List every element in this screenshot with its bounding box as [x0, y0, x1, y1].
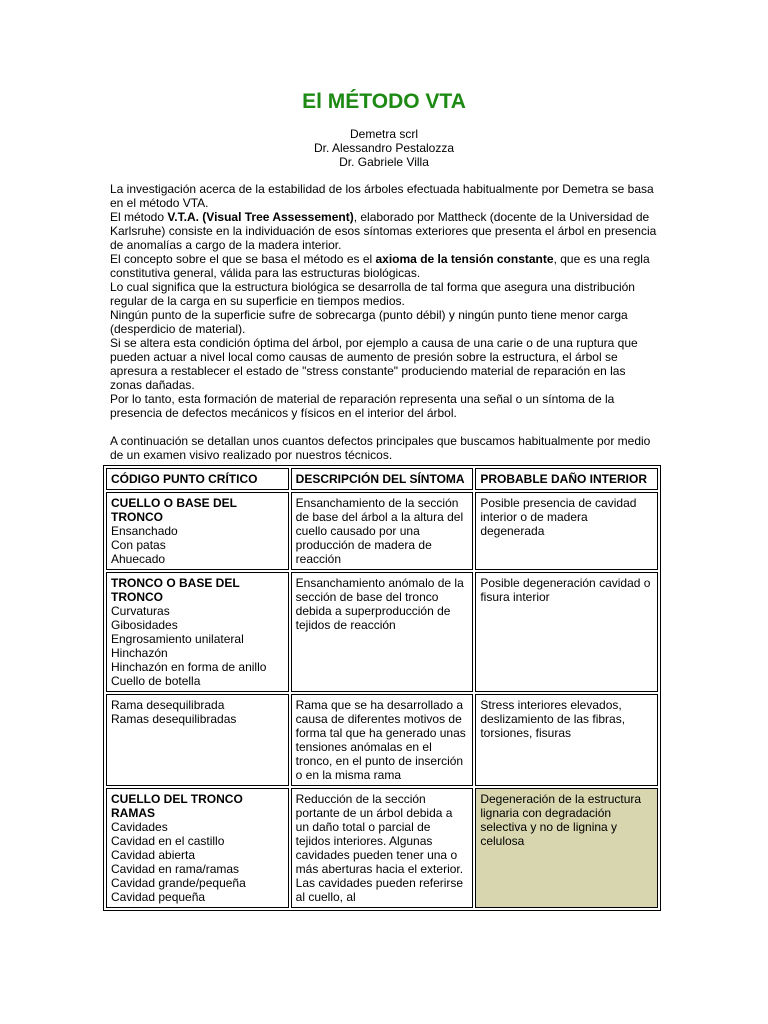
description-cell: Ensanchamiento anómalo de la sección de base del tronco debida a superproducción de tejidos de reacción — [291, 572, 474, 692]
table-row — [106, 694, 658, 786]
code-cell — [106, 572, 289, 692]
defects-table — [103, 465, 661, 911]
code-item: Hinchazón — [111, 646, 168, 660]
author-line: Dr. Gabriele Villa — [339, 155, 429, 169]
paragraph-text: El concepto sobre el que se basa el método es el — [110, 252, 376, 266]
damage-cell-highlighted: Degeneración de la estructura lignaria con degradación selectiva y no de lignina y celulosa — [475, 788, 658, 908]
code-item: Cavidad grande/pequeña — [111, 876, 246, 890]
code-cell — [106, 694, 289, 786]
table-header-cell: DESCRIPCIÓN DEL SÍNTOMA — [291, 468, 474, 490]
code-item: Ramas desequilibradas — [111, 712, 237, 726]
code-cell — [106, 788, 289, 908]
code-item: Ahuecado — [111, 552, 166, 566]
table-header-cell: PROBABLE DAÑO INTERIOR — [475, 468, 658, 490]
paragraph — [110, 252, 660, 280]
damage-cell: Posible presencia de cavidad interior o de madera degenerada — [475, 492, 658, 570]
code-item: Gibosidades — [111, 618, 178, 632]
table-header-row — [106, 468, 658, 490]
code-title: CUELLO DEL TRONCO RAMAS — [111, 792, 243, 820]
paragraph-bold-text: axioma de la tensión constante — [375, 252, 554, 266]
code-cell — [106, 492, 289, 570]
code-item: Hinchazón en forma de anillo — [111, 660, 267, 674]
code-item: Cavidad pequeña — [111, 890, 206, 904]
code-item: Cuello de botella — [111, 674, 201, 688]
table-row — [106, 788, 658, 908]
paragraph-text: El método — [110, 210, 168, 224]
description-cell: Reducción de la sección portante de un árbol debida a un daño total o parcial de tejidos interiores. Algunas cavidades pueden tener una o más aberturas hacia el exterior. Las cavidades pueden referirse al cuello, al — [291, 788, 474, 908]
code-item: Ensanchado — [111, 524, 178, 538]
code-item: Cavidad abierta — [111, 848, 196, 862]
code-item: Con patas — [111, 538, 166, 552]
table-header-cell: CÓDIGO PUNTO CRÍTICO — [106, 468, 289, 490]
paragraph — [110, 210, 660, 252]
code-item: Rama desequilibrada — [111, 698, 225, 712]
document-title: El MÉTODO VTA — [302, 90, 466, 113]
table-row — [106, 492, 658, 570]
author-line: Demetra scrl — [349, 127, 418, 141]
code-item: Cavidades — [111, 820, 168, 834]
body-text — [110, 182, 660, 462]
code-item: Cavidad en rama/ramas — [111, 862, 240, 876]
paragraph: Por lo tanto, esta formación de material de reparación representa una señal o un síntoma de la presencia de defectos mecánicos y físicos en el interior del árbol. — [110, 392, 615, 420]
paragraph: Ningún punto de la superficie sufre de sobrecarga (punto débil) y ningún punto tiene menor carga (desperdicio de material). — [110, 308, 628, 336]
paragraph: La investigación acerca de la estabilidad de los árboles efectuada habitualmente por Demetra se basa en el método VTA. — [110, 182, 654, 210]
paragraph-bold-text: V.T.A. (Visual Tree Assessement) — [167, 210, 354, 224]
damage-cell: Posible degeneración cavidad o fisura interior — [475, 572, 658, 692]
paragraph: A continuación se detallan unos cuantos defectos principales que buscamos habitualmente por medio de un examen visivo realizado por nuestros técnicos. — [110, 434, 651, 462]
code-item: Engrosamiento unilateral — [111, 632, 244, 646]
code-item: Curvaturas — [111, 604, 170, 618]
author-line: Dr. Alessandro Pestalozza — [313, 141, 455, 155]
description-cell: Rama que se ha desarrollado a causa de diferentes motivos de forma tal que ha generado unas tensiones anómalas en el tronco, en el punto de inserción o en la misma rama — [291, 694, 474, 786]
paragraph-text: , elaborado por Mattheck (docente de la Universidad de Karlsruhe) consiste en la individuación de esos síntomas exteriores que presenta el árbol en presencia de anomalías a cargo de la madera interior. — [110, 210, 657, 252]
authors-block — [0, 127, 768, 169]
paragraph-text: , que es una regla constitutiva general, válida para las estructuras biológicas. — [110, 252, 650, 280]
code-title: TRONCO O BASE DEL TRONCO — [111, 576, 240, 604]
code-item: Cavidad en el castillo — [111, 834, 225, 848]
paragraph-spacer — [110, 420, 660, 434]
paragraph: Lo cual significa que la estructura biológica se desarrolla de tal forma que asegura una distribución regular de la carga en su superficie en tiempos medios. — [110, 280, 635, 308]
paragraph: Si se altera esta condición óptima del árbol, por ejemplo a causa de una carie o de una ruptura que pueden actuar a nivel local como causas de aumento de presión sobre la estructura, el árbol se apresura a restablecer el estado de "stress constante" produciendo material de reparación en las zonas dañadas. — [110, 336, 638, 392]
description-cell: Ensanchamiento de la sección de base del árbol a la altura del cuello causado por una producción de madera de reacción — [291, 492, 474, 570]
damage-cell: Stress interiores elevados, deslizamiento de las fibras, torsiones, fisuras — [475, 694, 658, 786]
table-row — [106, 572, 658, 692]
code-title: CUELLO O BASE DEL TRONCO — [111, 496, 237, 524]
